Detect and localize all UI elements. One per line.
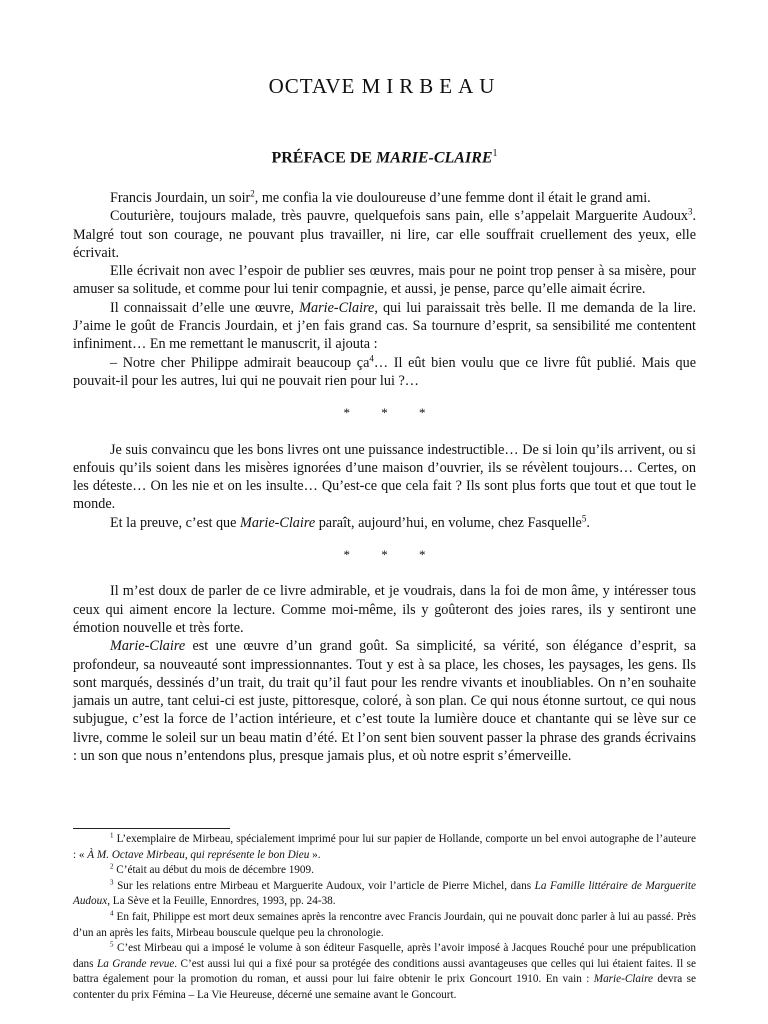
footnote: $^5$ C’est Mirbeau qui a imposé le volume à son éditeur Fasquelle, après l’avoir imposé à Jacques Rouché pour une prépublication dans La Grande revue. C’est aussi lui qui a fixé pour sa protégée des conditions aussi avantageuses que celles qui lui étaient faites. Il se battra également pour la promotion du roman, et aussi pour lui faire obtenir le prix Goncourt 1910. En vain : Marie-Claire devra se contenter du prix Fémina – La Vie Heureuse, décerné une semaine avant le Goncourt. — [73, 940, 696, 1001]
paragraph: Couturière, toujours malade, très pauvre, quelquefois sans pain, elle s’appelait Marguerite Audoux$^3$. Malgré tout son courage, ne pouvant plus travailler, ni lire, car elle souffrait cruellement des yeux, elle écrivait. — [73, 206, 696, 261]
paragraph: Et la preuve, c’est que Marie-Claire paraît, aujourd’hui, en volume, chez Fasquelle$^5$. — [110, 513, 590, 531]
footnote-ref[interactable]: 4 — [369, 352, 374, 363]
author-last-name: MIRBEAU — [361, 74, 501, 98]
paragraph: Francis Jourdain, un soir$^2$, me confia la vie douloureuse d’une femme dont il était le grand ami. — [110, 188, 651, 206]
footnote: $^2$ C’était au début du mois de décembre 1909. — [110, 862, 314, 877]
footnote: $^3$ Sur les relations entre Mirbeau et Marguerite Audoux, voir l’article de Pierre Michel, dans La Famille littéraire de Marguerite Audoux, La Sève et la Feuille, Ennordres, 1993, pp. 24-38. — [73, 878, 696, 908]
paragraph: Je suis convaincu que les bons livres ont une puissance indestructible… De si loin qu’ils arrivent, ou si enfouis qu’ils soient dans les misères ignorées d’une maison d’ouvrier, ils se révèlent toujours… Certes, on les déteste… On les nie et on les insulte… Qu’est-ce que cela fait ? Ils sont plus forts que tout et que tout le monde. — [73, 441, 696, 513]
author-first-name: OCTAVE — [268, 74, 356, 98]
footnote-ref[interactable]: 3 — [687, 206, 693, 217]
section-separator: * * * — [343, 547, 426, 563]
paragraph: Il connaissait d’elle une œuvre, Marie-Claire, qui lui paraissait très belle. Il me demanda de la lire. J’aime le goût de Francis Jourdain, et j’en fais grand cas. Sa tournure d’esprit, sa sensibilité me contentent infiniment… En me remettant le manuscrit, il ajouta : — [73, 299, 696, 353]
footnote-ref[interactable]: 2 — [250, 188, 255, 199]
paragraph: Il m’est doux de parler de ce livre admirable, et je voudrais, dans la foi de mon âme, y intéresser tous ceux qui aiment encore la lecture. Comme moi-même, ils y goûteront des joies rares, ils y sentiront une émotion nouvelle et très forte. — [73, 583, 696, 636]
footnote-ref[interactable]: 5 — [581, 513, 587, 524]
body-text — [73, 189, 696, 765]
paragraph: – Notre cher Philippe admirait beaucoup $ça^4\dots$ Il eût bien voulu que ce livre fût publié. Mais que pouvait-il pour les autres, lui qui ne pouvait rien pour lui ?… — [73, 352, 696, 389]
footnotes — [73, 832, 696, 1004]
author-heading — [73, 74, 696, 99]
footnote-divider — [73, 828, 230, 829]
footnote: $^1$ L’exemplaire de Mirbeau, spécialement imprimé pour lui sur papier de Hollande, comporte un bel envoi autographe de l’auteure : « À M. Octave Mirbeau, qui représente le bon Dieu ». — [73, 831, 696, 861]
paragraph: Marie-Claire est une œuvre d’un grand goût. Sa simplicité, sa vérité, son élégance d’esprit, sa profondeur, sa nouveauté sont impressionnantes. Tout y est à sa place, les choses, les paysages, les gens. Ils sont marqués, dessinés d’un trait, du trait qu’il faut pour les rendre vivants et inoubliables. On n’en souhaite jamais un autre, tant celui-ci est juste, pittoresque, coloré, à son plan. Ce qui nous étonne surtout, ce qui nous subjugue, c’est la force de l’action intérieure, et c’est toute la lumière douce et chantante qui se lève sur ce livre, comme le soleil sur un beau matin d’été. Et l’on sent bien souvent passer la phrase des grands écrivains : un son que nous n’entendons plus, presque jamais plus, et où notre esprit s’émerveille. — [73, 638, 696, 765]
title-work: MARIE-CLAIRE — [376, 149, 493, 167]
footnote: $^4$ En fait, Philippe est mort deux semaines après la rencontre avec Francis Jourdain, qui ne pouvait donc parler à lui au passé. Près d’un an après les faits, Mirbeau bouscule quelque peu la chronologie. — [73, 909, 696, 939]
footnote-ref[interactable]: 1 — [492, 148, 498, 159]
title-prefix: PRÉFACE DE — [271, 149, 377, 167]
section-separator: * * * — [343, 405, 426, 421]
page-title — [73, 148, 696, 167]
paragraph: Elle écrivait non avec l’espoir de publier ses œuvres, mais pour ne point trop penser à sa misère, pour amuser sa solitude, et comme pour lui tenir compagnie, et aussi, je pense, parce qu’elle aimait écrire. — [73, 263, 696, 298]
